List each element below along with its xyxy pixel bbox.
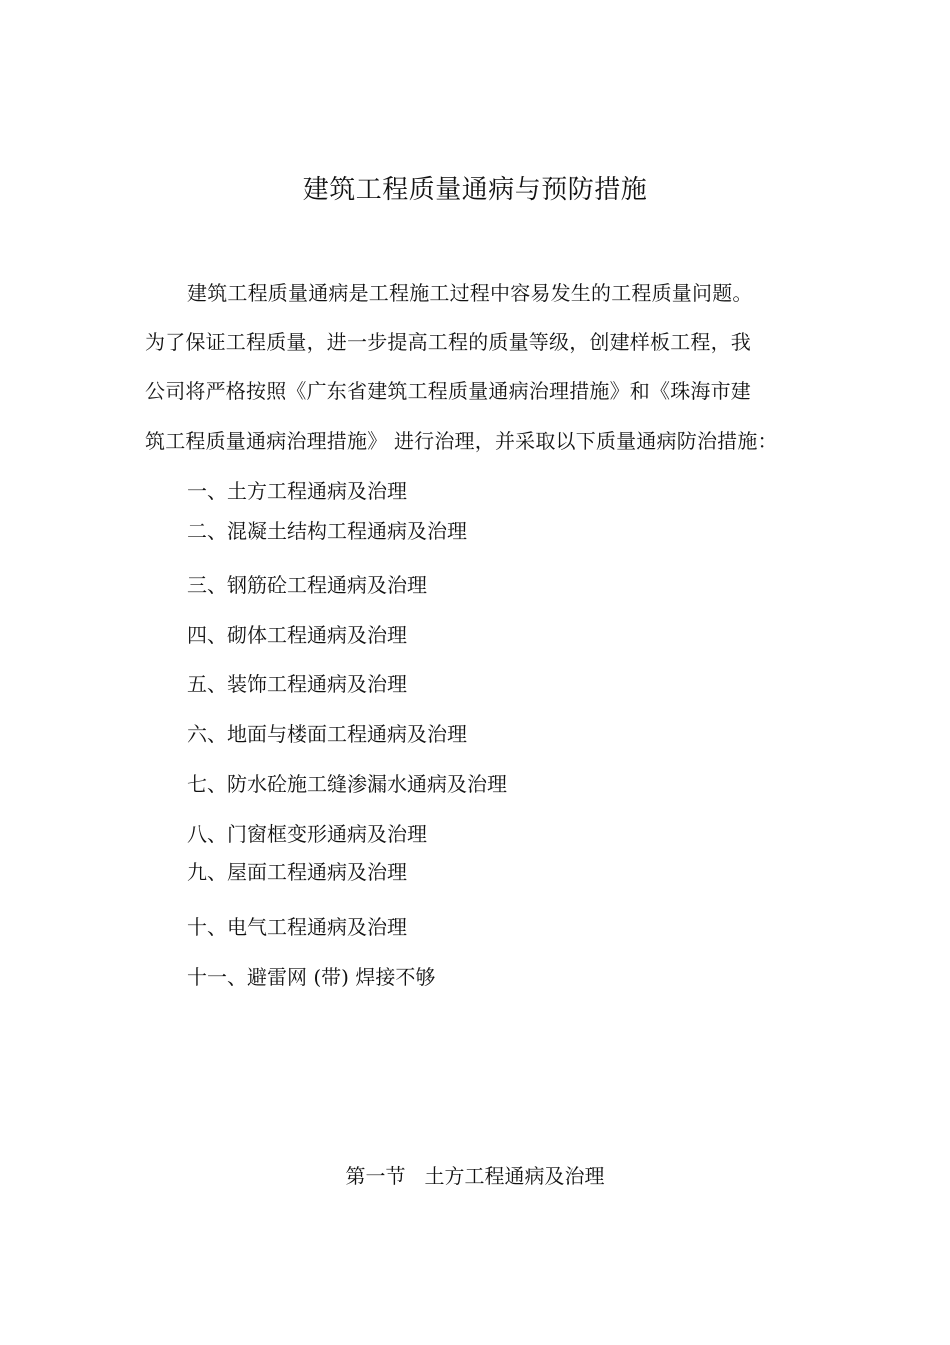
list-item: 二、混凝土结构工程通病及治理 xyxy=(187,519,467,543)
list-item: 九、屋面工程通病及治理 xyxy=(187,860,407,884)
list-item: 十一、避雷网 (带) 焊接不够 xyxy=(187,965,436,989)
list-item: 五、装饰工程通病及治理 xyxy=(187,672,407,696)
list-item: 三、钢筋砼工程通病及治理 xyxy=(187,573,427,597)
list-item: 十、电气工程通病及治理 xyxy=(187,915,407,939)
list-item: 八、门窗框变形通病及治理 xyxy=(187,822,427,846)
document-title: 建筑工程质量通病与预防措施 xyxy=(302,175,648,205)
intro-line: 筑工程质量通病治理措施》 进行治理，并采取以下质量通病防治措施： xyxy=(145,429,778,453)
intro-line: 建筑工程质量通病是工程施工过程中容易发生的工程质量问题。 xyxy=(187,281,753,305)
section-heading: 第一节 土方工程通病及治理 xyxy=(345,1164,605,1188)
intro-line: 公司将严格按照《广东省建筑工程质量通病治理措施》和《珠海市建 xyxy=(145,379,751,403)
list-item: 六、地面与楼面工程通病及治理 xyxy=(187,722,467,746)
list-item: 七、防水砼施工缝渗漏水通病及治理 xyxy=(187,772,507,796)
intro-line: 为了保证工程质量，进一步提高工程的质量等级，创建样板工程，我 xyxy=(145,330,751,354)
list-item: 四、砌体工程通病及治理 xyxy=(187,623,407,647)
list-item: 一、土方工程通病及治理 xyxy=(187,479,407,503)
